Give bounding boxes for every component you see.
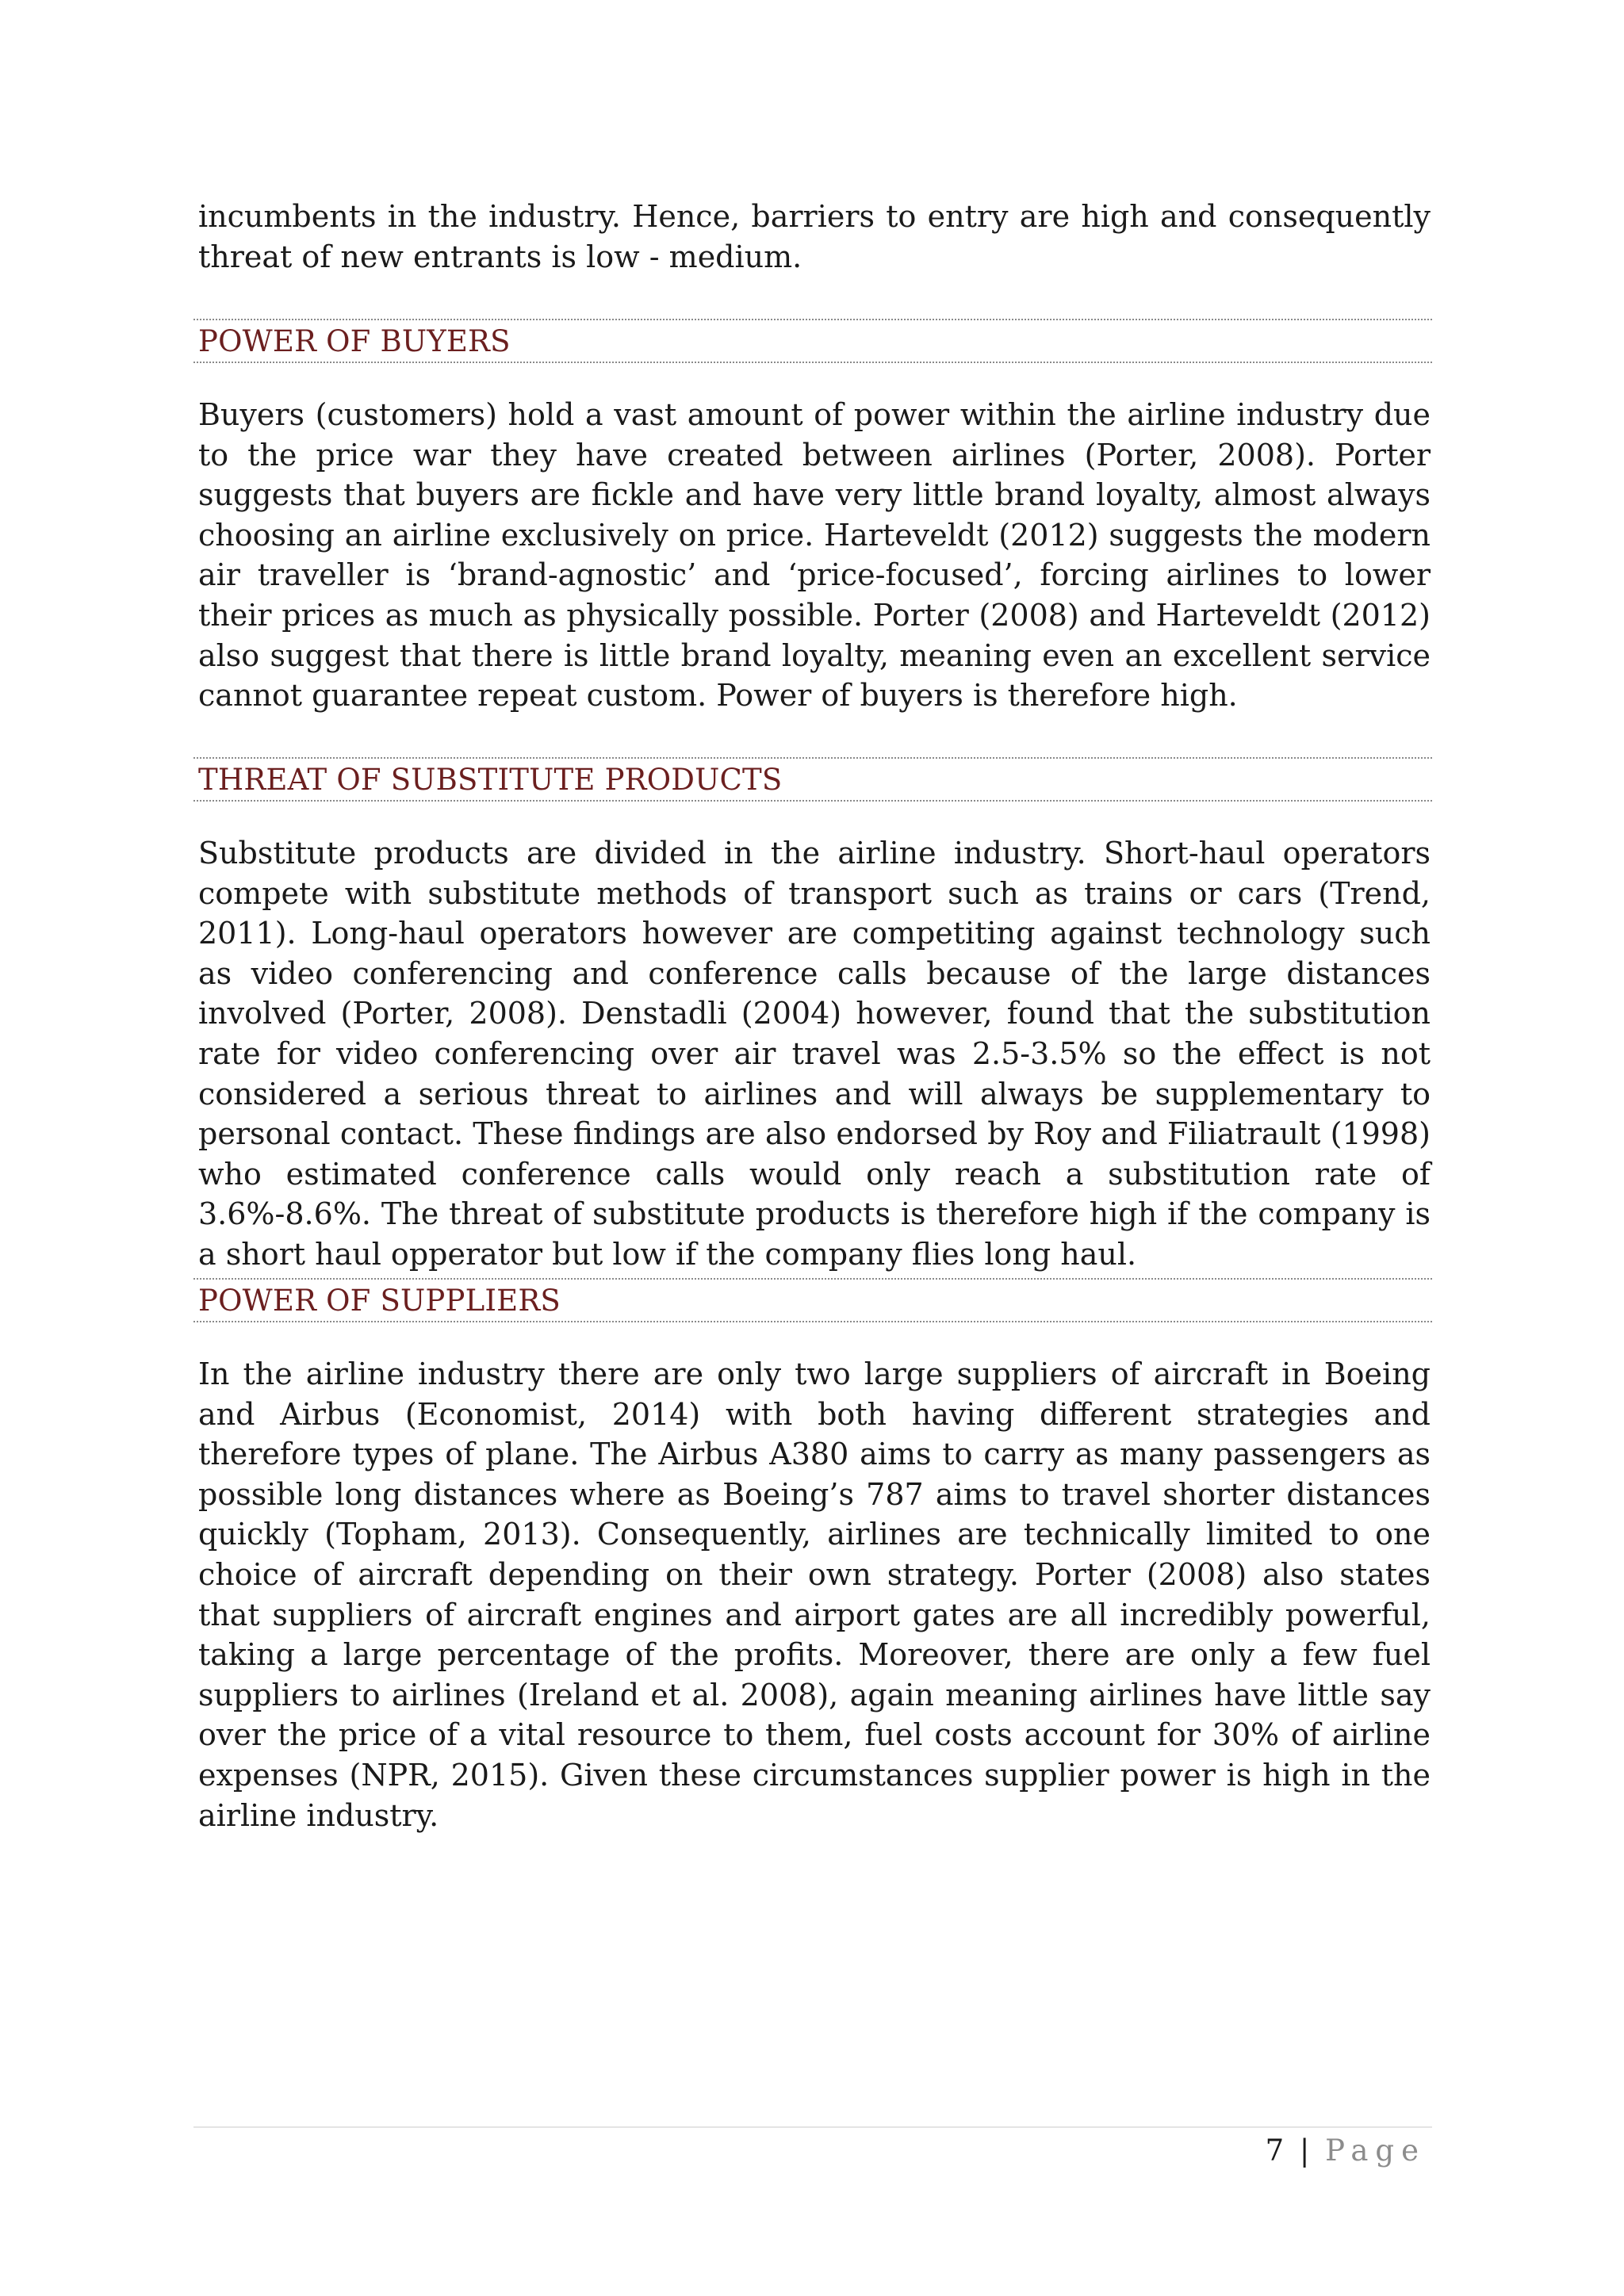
section-heading-power-of-suppliers — [193, 1278, 1432, 1322]
section-heading-label: THREAT OF SUBSTITUTE PRODUCTS — [198, 763, 783, 797]
page-number: 7 — [1265, 2133, 1285, 2168]
section-heading-threat-of-substitutes — [193, 757, 1432, 802]
page-footer — [1266, 2131, 1426, 2171]
footer-separator: | — [1299, 2133, 1310, 2168]
section-heading-label: POWER OF SUPPLIERS — [198, 1284, 561, 1318]
body-paragraph-power-of-suppliers: In the airline industry there are only two large suppliers of aircraft in Boeing and Airbus (Economist, 2014) with both having different strategies and therefore types of plane. The Airbus A380 aims to carry as many passengers as possible long distances where as Boeing’s 787 aims to travel shorter distances quickly (Topham, 2013). Consequently, airlines are technically limited to one choice of aircraft depending on their own strategy. Porter (2008) also states that suppliers of aircraft engines and airport gates are all incredibly powerful, taking a large percentage of the profits. Moreover, there are only a few fuel suppliers to airlines (Ireland et al. 2008), again meaning airlines have little say over the price of a vital resource to them, fuel costs account for 30% of airline expenses (NPR, 2015). Given these circumstances supplier power is high in the airline industry. — [198, 1357, 1431, 1833]
footer-divider — [193, 2126, 1432, 2128]
body-paragraph-power-of-buyers: Buyers (customers) hold a vast amount of power within the airline industry due to the price war they have created between airlines (Porter, 2008). Porter suggests that buyers are fickle and have very little brand loyalty, almost always choosing an airline exclusively on price. Harteveldt (2012) suggests the modern air traveller is ‘brand-agnostic’ and ‘price-focused’, forcing airlines to lower their prices as much as physically possible. Porter (2008) and Harteveldt (2012) also suggest that there is little brand loyalty, meaning even an excellent service cannot guarantee repeat custom. Power of buyers is therefore high. — [198, 397, 1431, 714]
section-heading-power-of-buyers — [193, 319, 1432, 363]
section-heading-label: POWER OF BUYERS — [198, 324, 511, 358]
page-label: Page — [1325, 2133, 1426, 2168]
intro-paragraph: incumbents in the industry. Hence, barriers to entry are high and consequently threat of new entrants is low - medium. — [198, 199, 1431, 274]
body-paragraph-threat-of-substitutes: Substitute products are divided in the airline industry. Short-haul operators compete with substitute methods of transport such as trains or cars (Trend, 2011). Long-haul operators however are competiting against technology such as video conferencing and conference calls because of the large distances involved (Porter, 2008). Denstadli (2004) however, found that the substitution rate for video conferencing over air travel was 2.5-3.5% so the effect is not considered a serious threat to airlines and will always be supplementary to personal contact. These findings are also endorsed by Roy and Filiatrault (1998) who estimated conference calls would only reach a substitution rate of 3.6%-8.6%. The threat of substitute products is therefore high if the company is a short haul opperator but low if the company flies long haul. — [198, 836, 1431, 1272]
